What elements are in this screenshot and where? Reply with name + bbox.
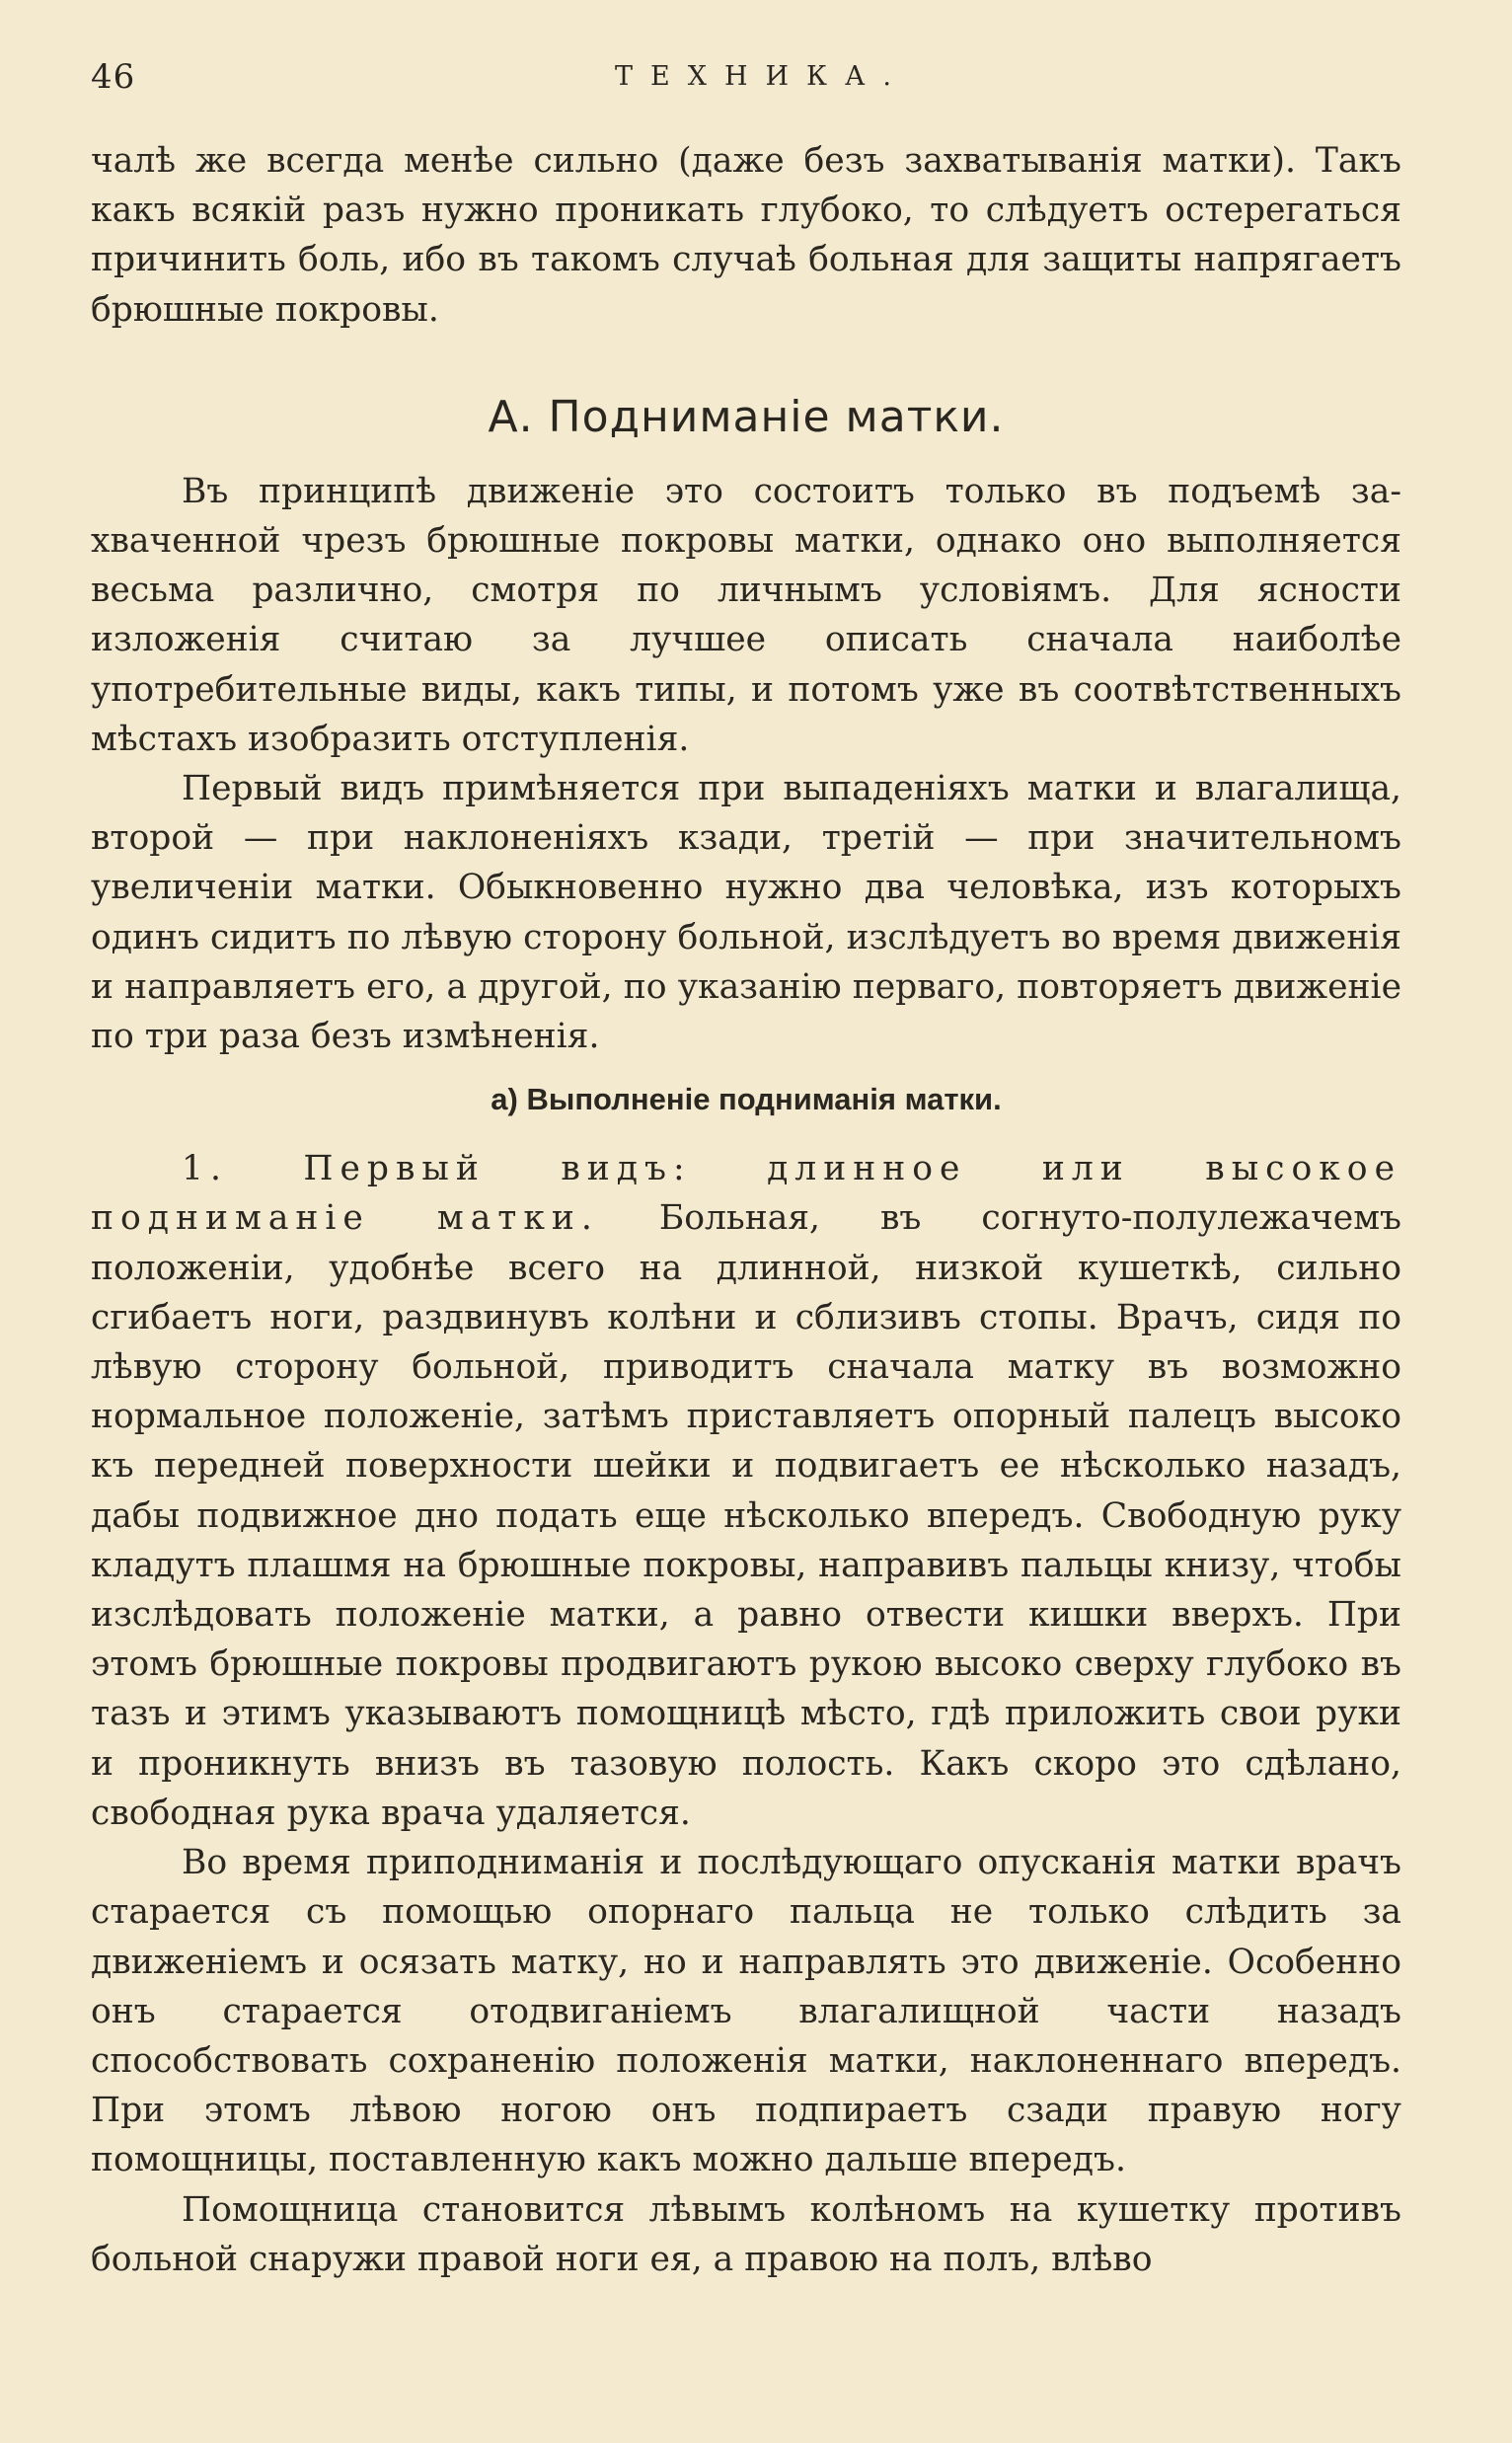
paragraph-text: Больная, въ согнуто-полулежачемъ положеніи, удобнѣе всего на длинной, низкой кушеткѣ, сильно сгибаетъ ноги, раздвинувъ колѣни и сблизивъ стопы. Врачъ, сидя по лѣвую сторону больной, приводитъ сначала матку въ возможно нормальное положеніе, затѣмъ приставляетъ опорный палецъ высоко къ передней поверхности шейки и подвигаетъ ее нѣсколько назадъ, дабы подвижное дно подать еще нѣсколько впередъ. Свободную руку кладутъ плашмя на брюшные покровы, направивъ пальцы книзу, чтобы изслѣдовать положеніе матки, а равно отвести кишки вверхъ. При этомъ брюшные покровы продвигаютъ рукою высоко сверху глубоко въ тазъ и этимъ указываютъ помощницѣ мѣсто, гдѣ приложить свои руки и проникнуть внизъ въ тазовую полость. Какъ скоро это сдѣлано, свободная рука врача удаляется. <box>91 1198 1402 1833</box>
subsection-heading: а) Выполненіе подниманія матки. <box>491 1082 1002 1117</box>
paragraph: Помощница становится лѣвымъ колѣномъ на кушетку противъ больной снаружи правой ноги ея, а правою на полъ, влѣво <box>91 2189 1401 2279</box>
paragraph: Въ принципѣ движеніе это состоитъ только въ подъемѣ захваченной чрезъ брюшные покровы матки, однако оно выполняется весьма различно, смотря по личнымъ условіямъ. Для ясности изложенія считаю за лучшее описать сначала наиболѣе употребительные виды, какъ типы, и потомъ уже въ соотвѣтственныхъ мѣстахъ изобразить отступленія. <box>91 471 1401 759</box>
section-heading: А. Подниманіе матки. <box>488 391 1005 442</box>
paragraph-lead-spaced: 1. Первый видъ: длинное или высокое подниманіе матки. <box>91 1149 1401 1239</box>
paragraph: Первый видъ примѣняется при выпаденіяхъ матки и влагалища, второй — при наклоненіяхъ кзади, третій — при значительномъ увеличеніи матки. Обыкновенно нужно два человѣка, изъ которыхъ одинъ сидитъ по лѣвую сторону больной, изслѣдуетъ во время движенія и направляетъ его, а другой, по указанію перваго, повторяетъ движеніе по три раза безъ измѣненія. <box>91 769 1401 1057</box>
paragraph-continued: чалѣ же всегда менѣе сильно (даже безъ захватыванія матки). Такъ какъ всякій разъ нужно проникать глубоко, то слѣдуетъ остерегаться причинить боль, ибо въ такомъ случаѣ больная для защиты напрягаетъ брюшные покровы. <box>91 141 1401 330</box>
running-head <box>91 57 1403 116</box>
paragraph: Во время приподниманія и послѣдующаго опусканія матки врачъ старается съ помощью опорнаго пальца не только слѣдить за движеніемъ и осязать матку, но и направлять это движеніе. Особенно онъ старается отодвиганіемъ влагалищной части назадъ способствовать сохраненію положенія матки, наклоненнаго впередъ. При этомъ лѣвою ногою онъ подпираетъ сзади правую ногу помощницы, поставленную какъ можно дальше впередъ. <box>91 1843 1401 2180</box>
paragraph <box>91 1144 1401 1838</box>
page-body <box>91 136 1401 2284</box>
page-number: 46 <box>91 57 136 97</box>
running-title: ТЕХНИКА. <box>615 61 909 92</box>
